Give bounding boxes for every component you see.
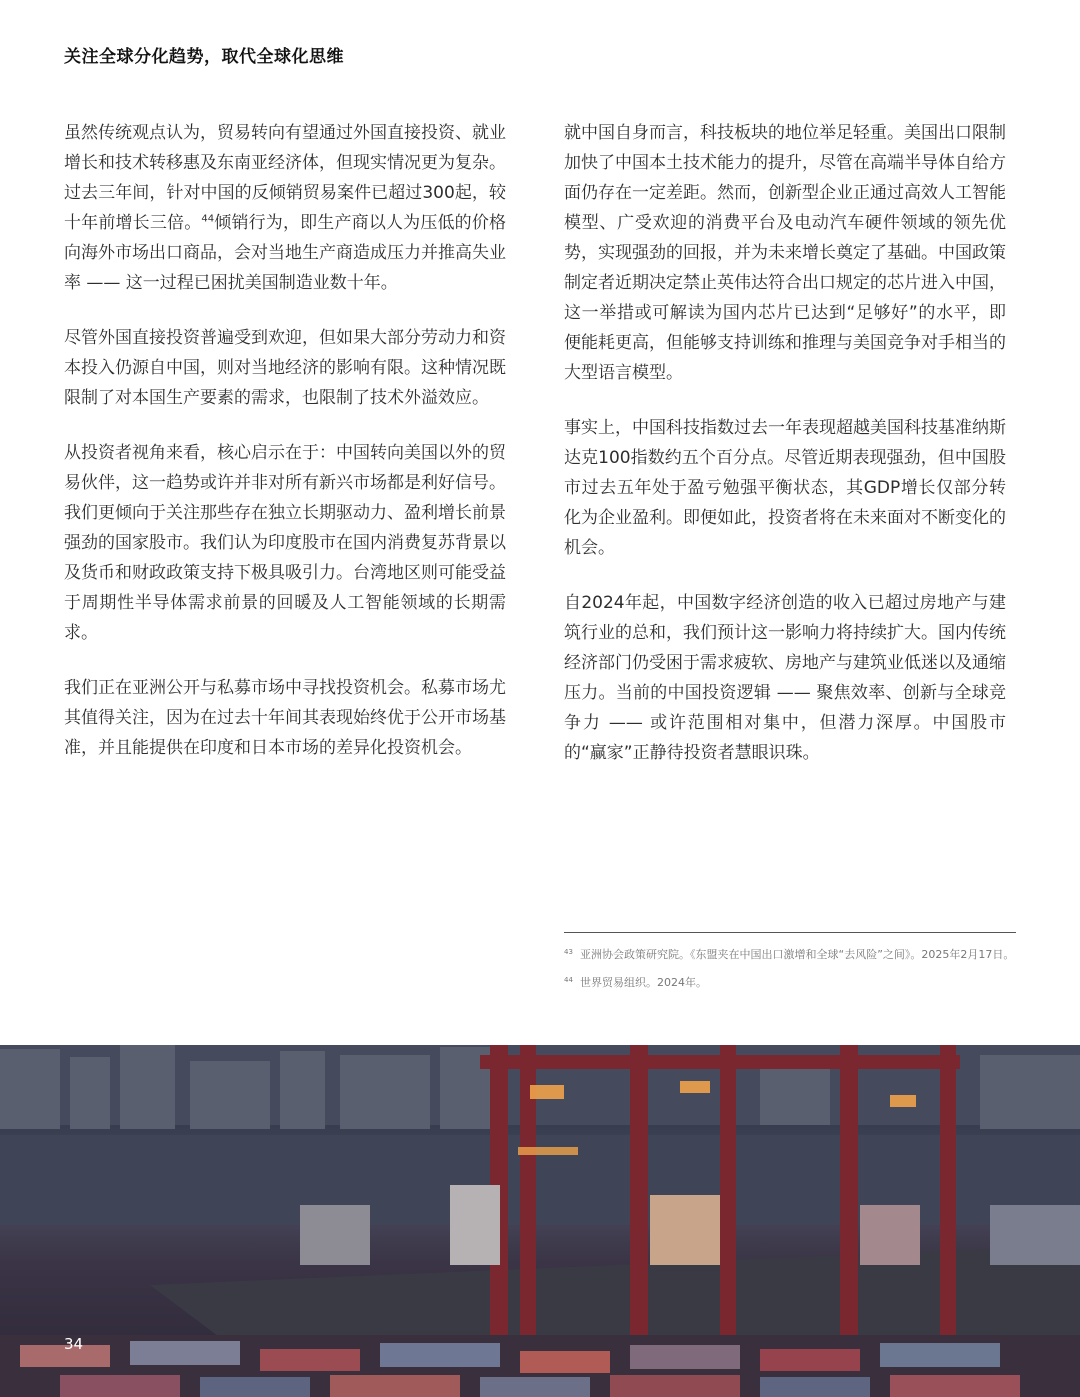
paragraph-text: 虽然传统观点认为，贸易转向有望通过外国直接投资、就业增长和技术转移惠及东南亚经济体，但现实情况更为复杂。过去三年间，针对中国的反倾销贸易案件已超过300起，较十年前增长三倍。: [64, 123, 506, 233]
left-column: [64, 118, 506, 788]
yard-containers: [0, 1335, 1080, 1397]
footnote-number: 43: [564, 948, 573, 956]
paragraph-text: 倾销行为，即生产商以人为压低的价格向海外市场出口商品，会对当地生产商造成压力并推高失业率 —— 这一过程已困扰美国制造业数十年。: [64, 213, 507, 293]
footnote: [564, 973, 1016, 993]
footnote-text: 世界贸易组织。2024年。: [580, 976, 707, 989]
footnote-reference: 44: [201, 213, 215, 225]
paragraph: 事实上，中国科技指数过去一年表现超越美国科技基准纳斯达克100指数约五个百分点。尽管近期表现强劲，但中国股市过去五年处于盈亏勉强平衡状态，其GDP增长仅部分转化为企业盈利。即便如此，投资者将在未来面对不断变化的机会。: [564, 418, 1006, 558]
port-container-terminal-photo: [0, 1045, 1080, 1397]
footnotes: [564, 932, 1016, 1001]
paragraph: 尽管外国直接投资普遍受到欢迎，但如果大部分劳动力和资本投入仍源自中国，则对当地经济的影响有限。这种情况既限制了对本国生产要素的需求，也限制了技术外溢效应。: [64, 328, 506, 408]
footnote: [564, 945, 1016, 965]
page-number: 34: [64, 1335, 84, 1353]
footnote-text: 亚洲协会政策研究院。《东盟夹在中国出口激增和全球“去风险”之间》。2025年2月17日。: [580, 948, 1015, 961]
paragraph: [64, 118, 506, 298]
page-header-title: 关注全球分化趋势，取代全球化思维: [64, 47, 344, 67]
paragraph: 我们正在亚洲公开与私募市场中寻找投资机会。私募市场尤其值得关注，因为在过去十年间其表现始终优于公开市场基准，并且能提供在印度和日本市场的差异化投资机会。: [64, 678, 506, 758]
right-column: [564, 118, 1006, 793]
port-illustration: [0, 1045, 1080, 1397]
paragraph: 自2024年起，中国数字经济创造的收入已超过房地产与建筑行业的总和，我们预计这一影响力将持续扩大。国内传统经济部门仍受困于需求疲软、房地产与建筑业低迷以及通缩压力。当前的中国投资逻辑 —— 聚焦效率、创新与全球竞争力 —— 或许范围相对集中，但潜力深厚。中国股市的“赢家”正静待投资者慧眼识珠。: [564, 593, 1006, 763]
footnote-number: 44: [564, 976, 573, 984]
paragraph: 就中国自身而言，科技板块的地位举足轻重。美国出口限制加快了中国本土技术能力的提升，尽管在高端半导体自给方面仍存在一定差距。然而，创新型企业正通过高效人工智能模型、广受欢迎的消费平台及电动汽车硬件领域的领先优势，实现强劲的回报，并为未来增长奠定了基础。中国政策制定者近期决定禁止英伟达符合出口规定的芯片进入中国，这一举措或可解读为国内芯片已达到“足够好”的水平，即便能耗更高，但能够支持训练和推理与美国竞争对手相当的大型语言模型。: [564, 123, 1006, 383]
paragraph: 从投资者视角来看，核心启示在于：中国转向美国以外的贸易伙伴，这一趋势或许并非对所有新兴市场都是利好信号。我们更倾向于关注那些存在独立长期驱动力、盈利增长前景强劲的国家股市。我们认为印度股市在国内消费复苏背景以及货币和财政政策支持下极具吸引力。台湾地区则可能受益于周期性半导体需求前景的回暖及人工智能领域的长期需求。: [64, 443, 506, 643]
